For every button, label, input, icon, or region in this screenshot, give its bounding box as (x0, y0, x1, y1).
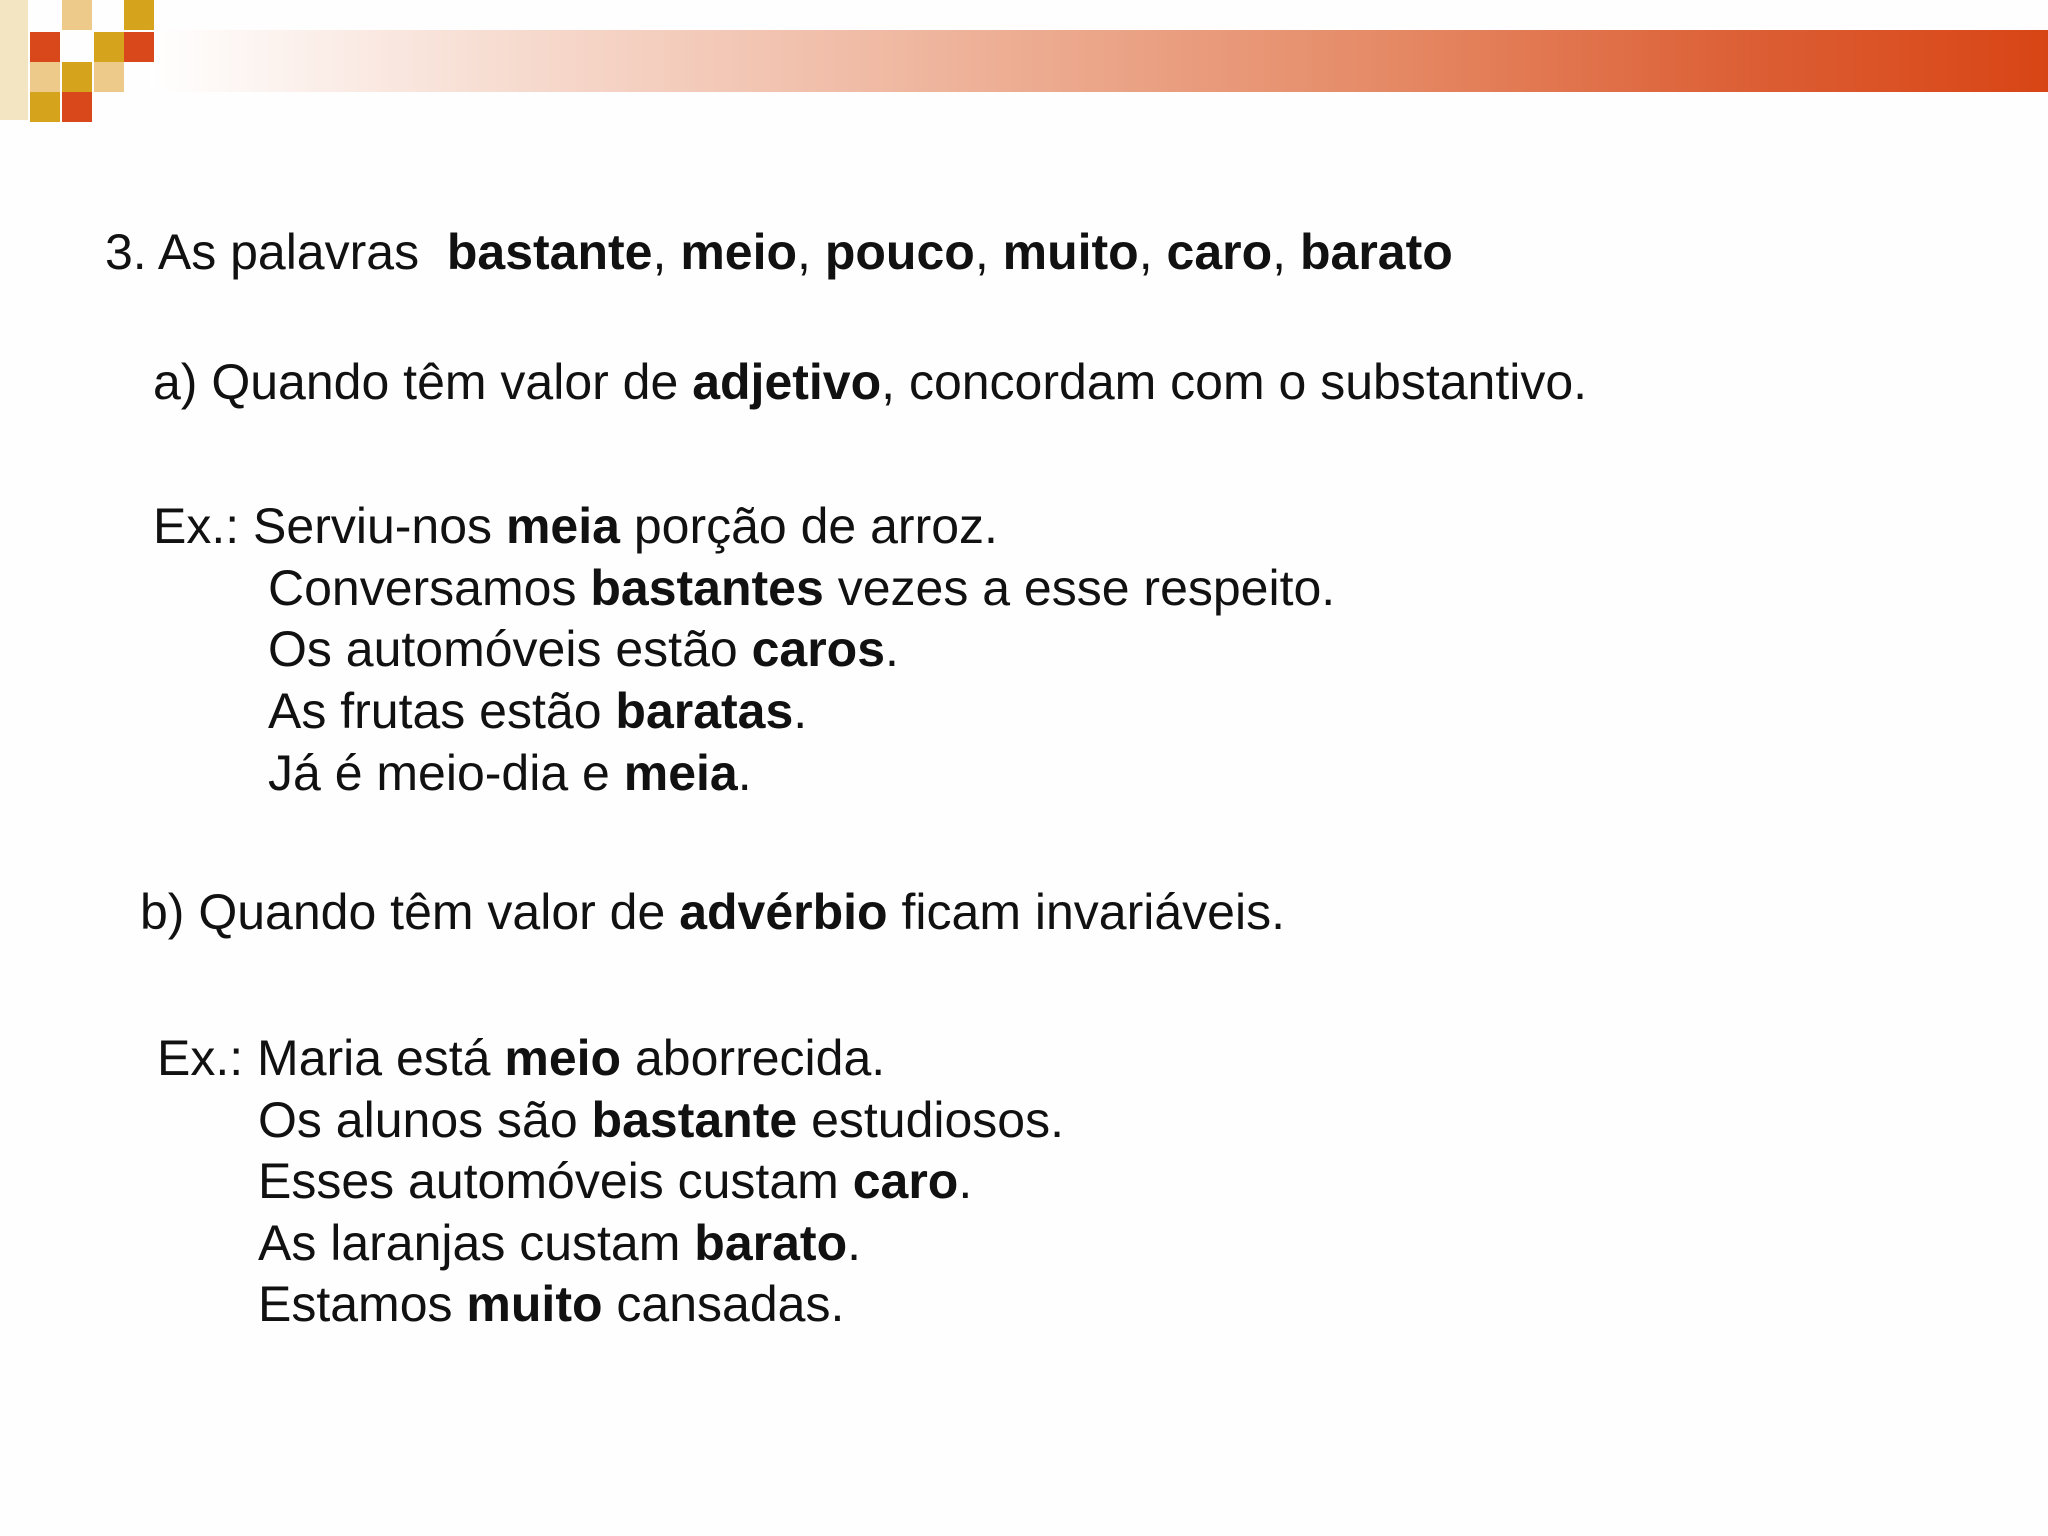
separator: , (652, 224, 667, 280)
separator: , (974, 224, 989, 280)
rule-suffix: ficam invariáveis. (901, 884, 1285, 940)
example-line (268, 743, 752, 803)
example-bold: barato (694, 1215, 848, 1271)
example-post: cansadas. (616, 1276, 845, 1332)
example-bold: caro (852, 1153, 959, 1209)
example-label: Ex.: (153, 498, 240, 554)
example-post: estudiosos. (811, 1092, 1065, 1148)
example-pre: As laranjas custam (258, 1215, 681, 1271)
example-line (258, 1274, 844, 1334)
rule-prefix: b) Quando têm valor de (140, 884, 666, 940)
heading-number: 3. (105, 224, 147, 280)
example-line (258, 1213, 861, 1273)
separator: , (1138, 224, 1153, 280)
slide-heading (105, 222, 1453, 282)
example-post: vezes a esse respeito. (837, 560, 1336, 616)
separator: , (1272, 224, 1287, 280)
rule-suffix: , concordam com o substantivo. (881, 354, 1588, 410)
example-pre: Os alunos são (258, 1092, 578, 1148)
section-b-rule (140, 882, 1285, 942)
example-post: . (847, 1215, 862, 1271)
example-line (258, 1151, 972, 1211)
example-line (258, 1090, 1064, 1150)
heading-word: muito (1002, 224, 1139, 280)
example-pre: Já é meio-dia e (268, 745, 610, 801)
example-pre: Os automóveis estão (268, 621, 738, 677)
rule-keyword: advérbio (679, 884, 888, 940)
example-post: aborrecida. (635, 1030, 886, 1086)
example-pre: Serviu-nos (253, 498, 493, 554)
heading-word: bastante (446, 224, 653, 280)
heading-word: barato (1299, 224, 1453, 280)
header-gradient-band (150, 30, 2048, 92)
example-pre: Estamos (258, 1276, 453, 1332)
example-post: porção de arroz. (633, 498, 998, 554)
heading-word: pouco (824, 224, 975, 280)
heading-intro: As palavras (157, 224, 420, 280)
example-bold: muito (466, 1276, 603, 1332)
example-pre: As frutas estão (268, 683, 602, 739)
example-bold: bastantes (590, 560, 824, 616)
example-bold: baratas (615, 683, 794, 739)
example-post: . (793, 683, 808, 739)
example-post: . (737, 745, 752, 801)
example-bold: meia (623, 745, 738, 801)
example-line (157, 1028, 885, 1088)
separator: , (797, 224, 811, 280)
example-line (268, 681, 807, 741)
example-label: Ex.: (157, 1030, 244, 1086)
heading-word: caro (1166, 224, 1273, 280)
example-bold: bastante (591, 1092, 798, 1148)
example-bold: meio (504, 1030, 622, 1086)
example-line (268, 619, 899, 679)
checkered-logo-icon (0, 0, 160, 130)
rule-keyword: adjetivo (692, 354, 882, 410)
example-bold: meia (505, 498, 620, 554)
example-post: . (885, 621, 899, 677)
example-line (268, 558, 1335, 618)
example-bold: caros (751, 621, 886, 677)
example-pre: Esses automóveis custam (258, 1153, 839, 1209)
example-post: . (958, 1153, 973, 1209)
example-pre: Maria está (257, 1030, 491, 1086)
rule-prefix: a) Quando têm valor de (153, 354, 679, 410)
example-line (153, 496, 998, 556)
example-pre: Conversamos (268, 560, 577, 616)
heading-word: meio (680, 224, 798, 280)
section-a-rule (153, 352, 1587, 412)
